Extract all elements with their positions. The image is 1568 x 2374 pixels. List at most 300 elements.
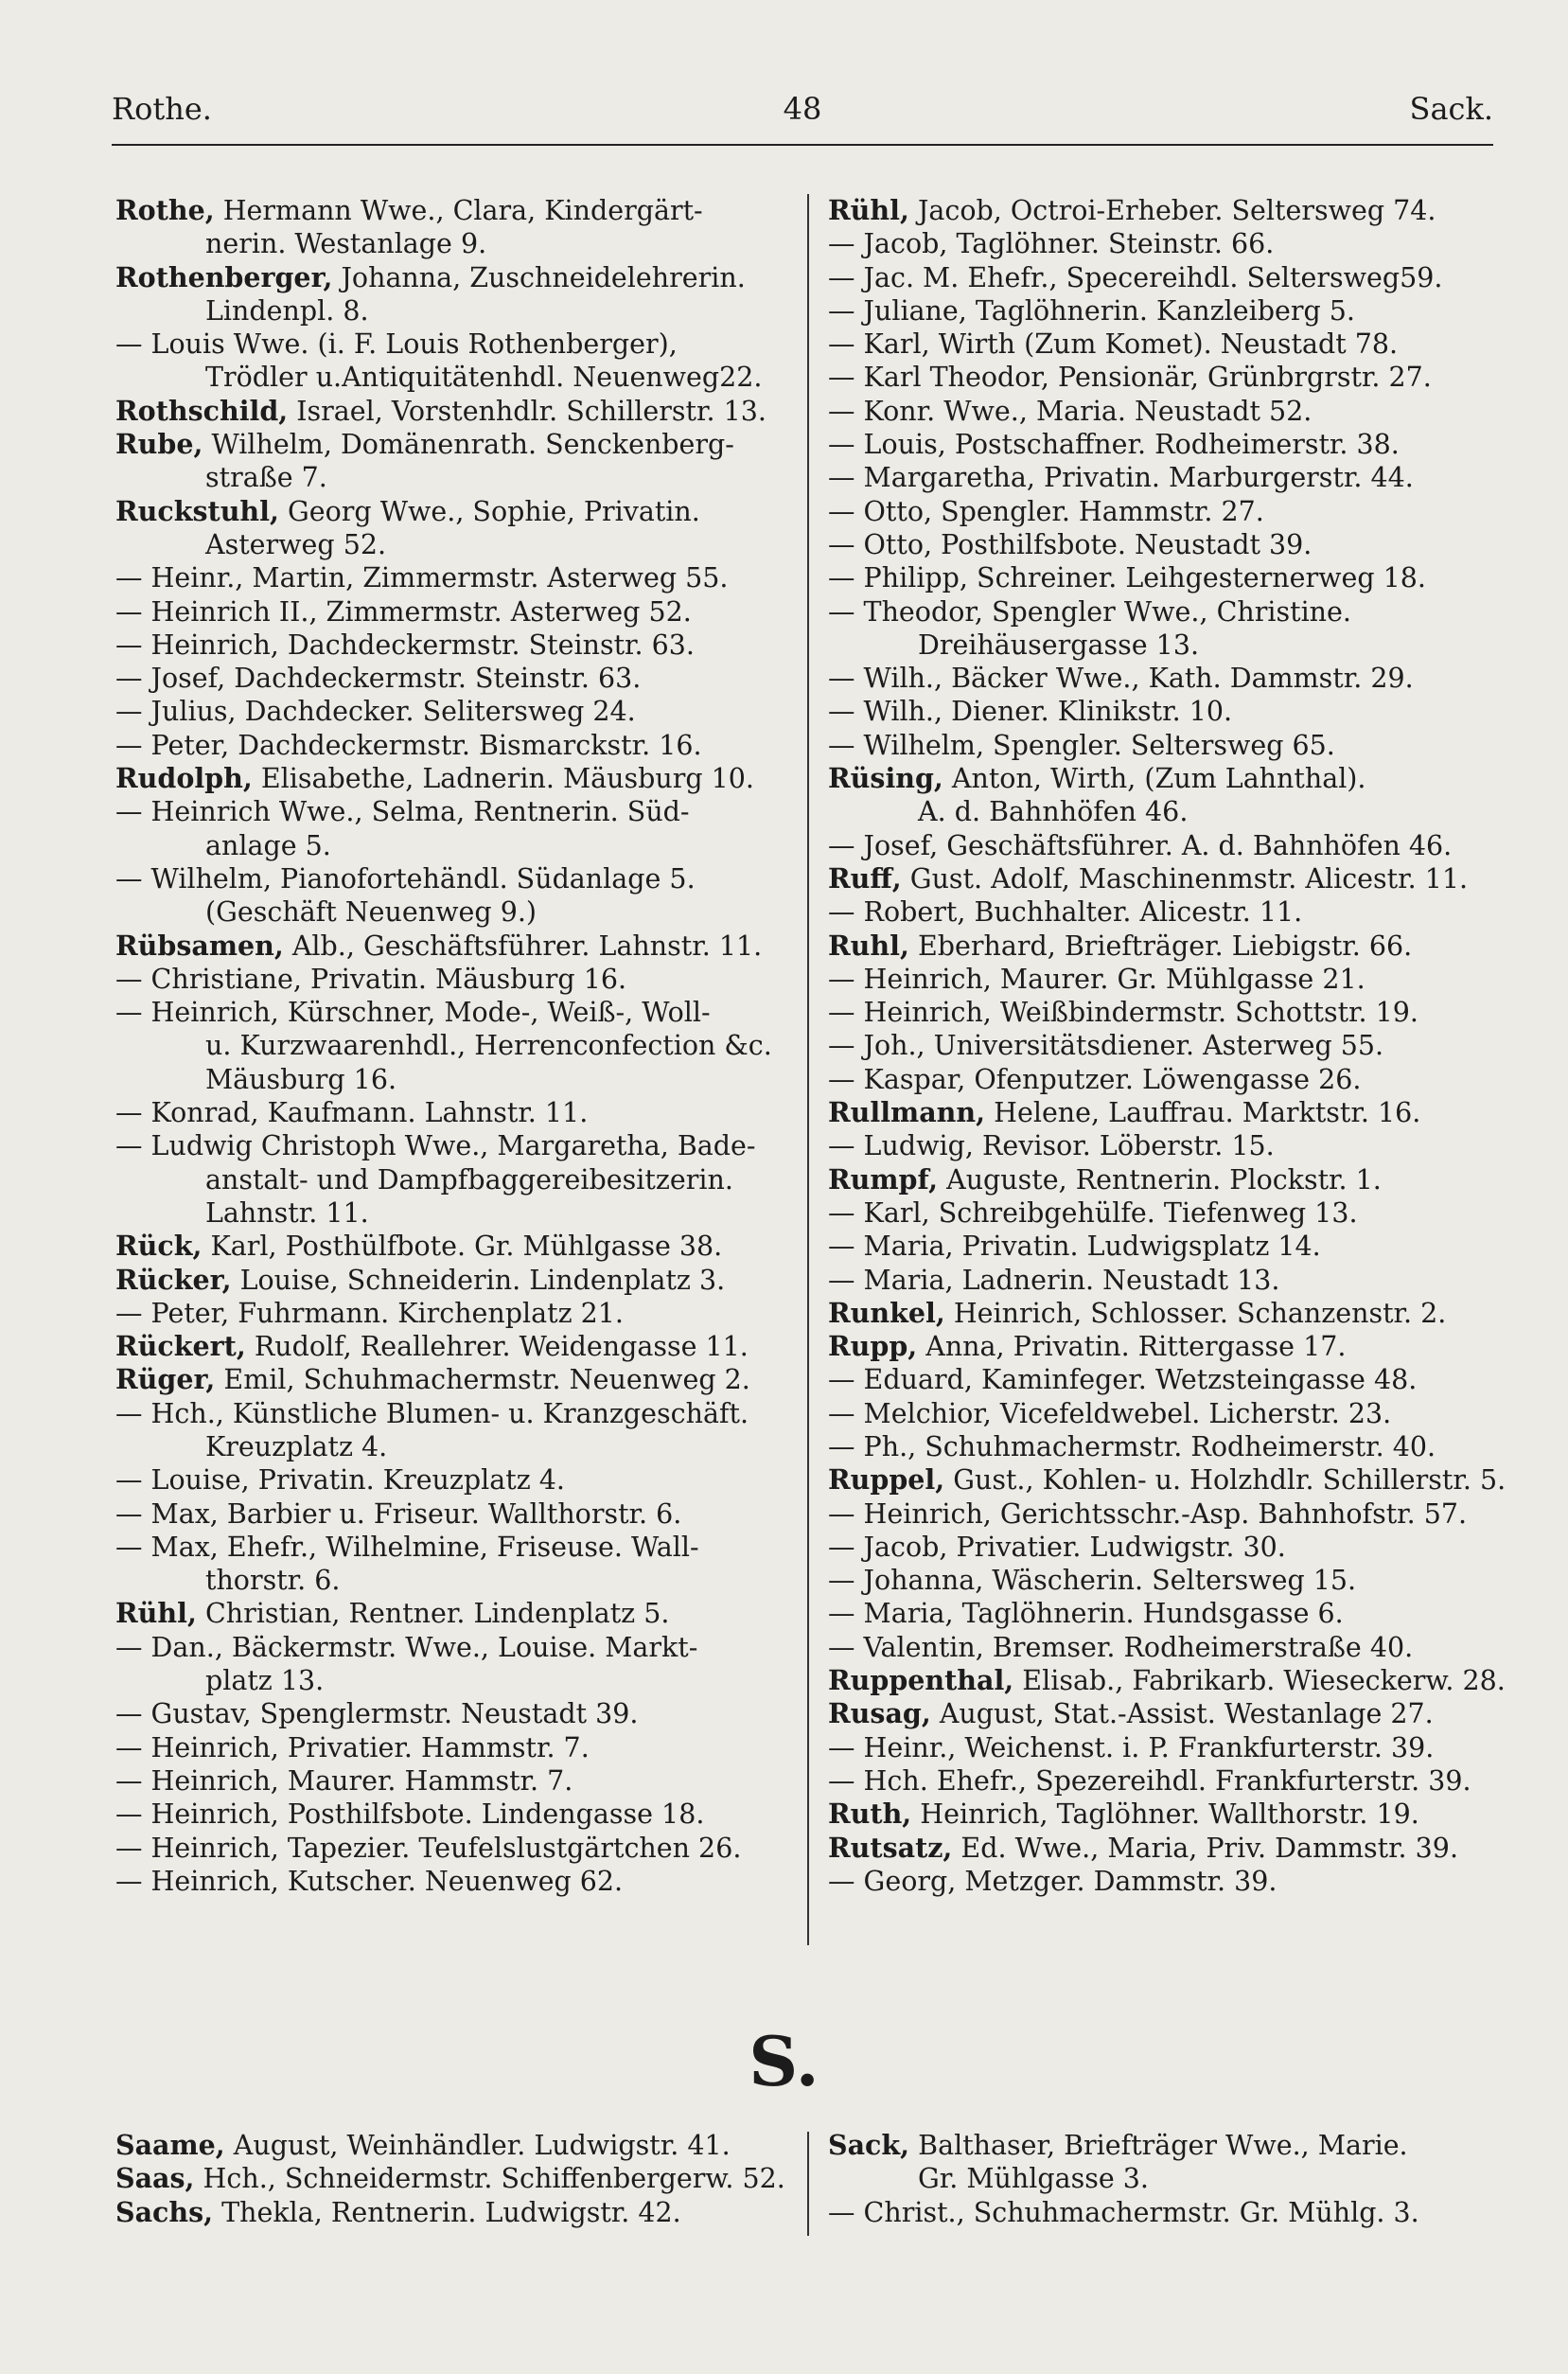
entry-text: August, Stat.-Assist. Westanlage 27. bbox=[939, 1698, 1434, 1730]
entry-text: — Wilhelm, Pianofortehändl. Südanlage 5. bbox=[115, 862, 696, 895]
entry-text: — Philipp, Schreiner. Leihgesternerweg 18. bbox=[828, 562, 1426, 594]
entry-line bbox=[828, 895, 1495, 929]
entry-text: Karl, Posthülfbote. Gr. Mühlgasse 38. bbox=[210, 1231, 723, 1263]
entry-surname: Ruhl, bbox=[828, 929, 909, 962]
entry-text: Hermann Wwe., Clara, Kindergärt- bbox=[222, 195, 703, 226]
directory-entry bbox=[115, 1230, 778, 1263]
entry-line bbox=[115, 2162, 785, 2195]
entry-text: Asterweg 52. bbox=[205, 528, 387, 560]
directory-entry bbox=[828, 361, 1495, 394]
directory-entry bbox=[828, 829, 1495, 862]
entry-text: Johanna, Zuschneidelehrerin. bbox=[341, 261, 746, 293]
entry-text: — Max, Ehefr., Wilhelmine, Friseuse. Wall- bbox=[115, 1531, 699, 1563]
entry-text: — Valentin, Bremser. Rodheimerstraße 40. bbox=[828, 1631, 1414, 1663]
entry-text: Helene, Lauffrau. Marktstr. 16. bbox=[994, 1097, 1421, 1129]
directory-entry bbox=[828, 895, 1495, 929]
entry-text: Christian, Rentner. Lindenplatz 5. bbox=[204, 1598, 670, 1630]
entry-line bbox=[115, 261, 778, 294]
directory-entry bbox=[115, 1264, 778, 1297]
entry-surname: Rothschild, bbox=[115, 394, 289, 427]
entry-text: — Max, Barbier u. Friseur. Wallthorstr. 6. bbox=[115, 1497, 682, 1530]
entry-line bbox=[828, 1531, 1495, 1564]
entry-line bbox=[828, 1063, 1495, 1096]
entry-surname: Rutsatz, bbox=[828, 1831, 953, 1864]
entry-text: — Maria, Privatin. Ludwigsplatz 14. bbox=[828, 1231, 1321, 1263]
entry-line bbox=[115, 1764, 778, 1798]
entry-text: — Josef, Dachdeckermstr. Steinstr. 63. bbox=[115, 663, 642, 695]
directory-entry bbox=[115, 1297, 778, 1330]
entry-continuation bbox=[115, 1163, 778, 1196]
directory-entry bbox=[828, 1297, 1495, 1330]
entry-surname: Rüsing, bbox=[828, 762, 943, 795]
entry-text: Heinrich, Schlosser. Schanzenstr. 2. bbox=[953, 1297, 1447, 1329]
entry-line bbox=[828, 227, 1495, 260]
entry-line bbox=[828, 1230, 1495, 1263]
entry-text: — Wilhelm, Spengler. Seltersweg 65. bbox=[828, 729, 1335, 761]
entry-text: — Heinr., Weichenst. i. P. Frankfurterstr. 39. bbox=[828, 1731, 1435, 1763]
directory-entry bbox=[828, 595, 1495, 663]
entry-surname: Rück, bbox=[115, 1230, 203, 1263]
left-column bbox=[115, 194, 778, 1898]
directory-entry bbox=[828, 963, 1495, 996]
directory-entry bbox=[115, 662, 778, 695]
entry-surname: Rühl, bbox=[828, 194, 909, 226]
entry-line bbox=[115, 1363, 778, 1396]
entry-text: — Louis, Postschaffner. Rodheimerstr. 38. bbox=[828, 429, 1400, 461]
entry-line bbox=[115, 428, 778, 461]
entry-text: — Karl Theodor, Pensionär, Grünbrgrstr. 27. bbox=[828, 362, 1432, 394]
entry-line bbox=[828, 662, 1495, 695]
entry-text: — Karl, Schreibgehülfe. Tiefenweg 13. bbox=[828, 1196, 1358, 1229]
entry-line bbox=[828, 1865, 1495, 1898]
directory-entry bbox=[828, 930, 1495, 963]
entry-line bbox=[115, 1798, 778, 1831]
directory-entry bbox=[115, 1731, 778, 1764]
entry-text: Trödler u.Antiquitätenhdl. Neuenweg22. bbox=[205, 362, 763, 394]
entry-line bbox=[828, 561, 1495, 594]
entry-surname: Rumpf, bbox=[828, 1162, 939, 1196]
directory-entry bbox=[115, 495, 778, 562]
entry-text: Gust., Kohlen- u. Holzhdlr. Schillerstr. 5. bbox=[953, 1464, 1506, 1497]
directory-entry bbox=[828, 328, 1495, 361]
entry-surname: Rückert, bbox=[115, 1330, 246, 1363]
directory-entry bbox=[115, 1497, 778, 1531]
entry-text: — Joh., Universitätsdiener. Asterweg 55. bbox=[828, 1030, 1384, 1062]
entry-line bbox=[828, 194, 1495, 227]
entry-line bbox=[115, 2196, 778, 2229]
entry-text: — Jacob, Taglöhner. Steinstr. 66. bbox=[828, 228, 1275, 260]
entry-line bbox=[828, 2129, 1495, 2162]
directory-entry bbox=[115, 1096, 778, 1129]
entry-line bbox=[115, 395, 778, 428]
entry-line bbox=[115, 595, 778, 629]
entry-text: Thekla, Rentnerin. Ludwigstr. 42. bbox=[221, 2196, 681, 2228]
entry-line bbox=[828, 1731, 1495, 1764]
column-divider bbox=[807, 194, 809, 1945]
entry-text: — Ph., Schuhmachermstr. Rodheimerstr. 40. bbox=[828, 1430, 1436, 1462]
entry-text: Ed. Wwe., Maria, Priv. Dammstr. 39. bbox=[960, 1832, 1459, 1864]
entry-text: nerin. Westanlage 9. bbox=[205, 228, 487, 260]
entry-line bbox=[828, 528, 1495, 561]
entry-text: — Heinrich, Gerichtsschr.-Asp. Bahnhofstr. 57. bbox=[828, 1497, 1468, 1530]
entry-text: — Karl, Wirth (Zum Komet). Neustadt 78. bbox=[828, 328, 1399, 361]
entry-line bbox=[828, 1497, 1495, 1531]
entry-line bbox=[828, 930, 1495, 963]
directory-entry bbox=[828, 762, 1495, 829]
entry-text: — Jacob, Privatier. Ludwigstr. 30. bbox=[828, 1531, 1286, 1563]
section-letter: S. bbox=[749, 2021, 819, 2101]
entry-surname: Runkel, bbox=[828, 1296, 945, 1329]
right-column bbox=[828, 194, 1506, 1898]
entry-text: — Louise, Privatin. Kreuzplatz 4. bbox=[115, 1464, 565, 1497]
directory-entry bbox=[115, 1363, 778, 1396]
entry-line bbox=[828, 1096, 1495, 1129]
directory-entry bbox=[115, 1129, 778, 1230]
entry-line bbox=[115, 2129, 778, 2162]
entry-continuation bbox=[828, 795, 1495, 828]
directory-entry bbox=[115, 695, 778, 728]
entry-line bbox=[828, 762, 1495, 795]
entry-text: — Heinrich Wwe., Selma, Rentnerin. Süd- bbox=[115, 796, 690, 828]
bottom-column-divider bbox=[807, 2132, 809, 2236]
entry-text: Rudolf, Reallehrer. Weidengasse 11. bbox=[254, 1331, 749, 1363]
directory-entry bbox=[115, 963, 778, 996]
entry-line bbox=[828, 1330, 1495, 1363]
directory-entry bbox=[828, 1463, 1506, 1497]
entry-text: — Heinrich, Privatier. Hammstr. 7. bbox=[115, 1731, 590, 1763]
directory-entry bbox=[828, 1865, 1495, 1898]
directory-entry bbox=[828, 461, 1495, 494]
entry-line bbox=[828, 1163, 1495, 1196]
directory-entry bbox=[828, 2196, 1495, 2229]
entry-line bbox=[828, 1029, 1495, 1062]
entry-line bbox=[828, 963, 1495, 996]
directory-entry bbox=[115, 930, 778, 963]
directory-entry bbox=[828, 194, 1495, 227]
entry-text: Anton, Wirth, (Zum Lahnthal). bbox=[951, 763, 1366, 795]
entry-surname: Rothenberger, bbox=[115, 260, 333, 293]
directory-entry bbox=[828, 862, 1495, 895]
entry-surname: Rüger, bbox=[115, 1363, 216, 1396]
entry-line bbox=[115, 1697, 778, 1730]
directory-entry bbox=[828, 996, 1495, 1029]
entry-continuation bbox=[115, 1029, 778, 1062]
entry-text: Israel, Vorstenhdlr. Schillerstr. 13. bbox=[296, 395, 766, 427]
directory-entry bbox=[828, 1163, 1495, 1196]
entry-line bbox=[828, 1664, 1506, 1697]
directory-entry bbox=[828, 1697, 1495, 1730]
entry-text: Louise, Schneiderin. Lindenplatz 3. bbox=[239, 1264, 726, 1296]
entry-text: Wilhelm, Domänenrath. Senckenberg- bbox=[211, 429, 734, 461]
entry-text: anstalt- und Dampfbaggereibesitzerin. bbox=[205, 1163, 733, 1196]
entry-text: Lindenpl. 8. bbox=[205, 294, 369, 327]
entry-text: — Kaspar, Ofenputzer. Löwengasse 26. bbox=[828, 1063, 1362, 1095]
entry-text: Elisab., Fabrikarb. Wieseckerw. 28. bbox=[1022, 1665, 1506, 1697]
directory-entry bbox=[115, 762, 778, 795]
entry-text: Gr. Mühlgasse 3. bbox=[918, 2163, 1149, 2195]
directory-entry bbox=[115, 2196, 778, 2229]
directory-entry bbox=[828, 528, 1495, 561]
entry-text: — Konr. Wwe., Maria. Neustadt 52. bbox=[828, 395, 1313, 427]
directory-entry bbox=[828, 1363, 1495, 1396]
entry-line bbox=[115, 1865, 778, 1898]
entry-text: Gust. Adolf, Maschinenmstr. Alicestr. 11. bbox=[909, 862, 1469, 895]
entry-surname: Ruff, bbox=[828, 861, 902, 895]
entry-surname: Ruckstuhl, bbox=[115, 494, 279, 527]
entry-surname: Ruppel, bbox=[828, 1463, 945, 1497]
entry-text: — Heinrich, Posthilfsbote. Lindengasse 18. bbox=[115, 1798, 705, 1831]
directory-entry bbox=[828, 2129, 1495, 2196]
entry-line bbox=[828, 1264, 1495, 1297]
entry-line bbox=[828, 1463, 1506, 1497]
entry-continuation bbox=[115, 1063, 778, 1096]
header-right-catchword: Sack. bbox=[1409, 91, 1493, 127]
entry-continuation bbox=[115, 829, 778, 862]
entry-text: — Heinrich II., Zimmermstr. Asterweg 52. bbox=[115, 595, 692, 628]
entry-line bbox=[115, 495, 778, 528]
entry-line bbox=[115, 629, 778, 662]
entry-continuation bbox=[115, 361, 778, 394]
entry-line bbox=[115, 1129, 778, 1162]
entry-line bbox=[828, 1798, 1495, 1831]
entry-text: Jacob, Octroi-Erheber. Seltersweg 74. bbox=[917, 195, 1436, 226]
directory-entry bbox=[828, 1631, 1495, 1664]
entry-line bbox=[115, 862, 778, 895]
directory-entry bbox=[828, 1664, 1506, 1697]
entry-line bbox=[115, 1531, 778, 1564]
directory-entry bbox=[115, 561, 778, 594]
entry-line bbox=[828, 395, 1495, 428]
entry-line bbox=[115, 561, 778, 594]
entry-line bbox=[115, 1096, 778, 1129]
entry-text: — Heinrich, Dachdeckermstr. Steinstr. 63. bbox=[115, 629, 695, 661]
entry-continuation bbox=[115, 461, 778, 494]
entry-text: platz 13. bbox=[205, 1665, 325, 1697]
entry-line bbox=[828, 328, 1495, 361]
entry-line bbox=[828, 495, 1495, 528]
header-rule bbox=[112, 144, 1493, 146]
entry-line bbox=[828, 1764, 1495, 1798]
directory-entry bbox=[828, 1196, 1495, 1230]
entry-text: — Christ., Schuhmachermstr. Gr. Mühlg. 3. bbox=[828, 2196, 1419, 2228]
entry-line bbox=[115, 194, 778, 227]
entry-text: Georg Wwe., Sophie, Privatin. bbox=[287, 495, 700, 527]
entry-text: — Christiane, Privatin. Mäusburg 16. bbox=[115, 963, 627, 995]
directory-entry bbox=[115, 2162, 785, 2195]
entry-line bbox=[115, 1397, 778, 1430]
entry-line bbox=[115, 930, 778, 963]
entry-line bbox=[828, 829, 1495, 862]
entry-line bbox=[115, 996, 778, 1029]
entry-line bbox=[828, 1597, 1495, 1630]
entry-text: — Wilh., Diener. Klinikstr. 10. bbox=[828, 696, 1233, 728]
entry-text: — Otto, Spengler. Hammstr. 27. bbox=[828, 495, 1264, 527]
entry-text: — Heinrich, Maurer. Gr. Mühlgasse 21. bbox=[828, 963, 1365, 995]
entry-text: August, Weinhändler. Ludwigstr. 41. bbox=[233, 2130, 731, 2161]
entry-line bbox=[828, 1832, 1495, 1865]
entry-line bbox=[115, 1264, 778, 1297]
directory-entry bbox=[828, 395, 1495, 428]
directory-entry bbox=[828, 1798, 1495, 1831]
entry-text: — Juliane, Taglöhnerin. Kanzleiberg 5. bbox=[828, 294, 1355, 327]
entry-text: Balthaser, Briefträger Wwe., Marie. bbox=[918, 2130, 1408, 2161]
entry-text: straße 7. bbox=[205, 462, 327, 494]
entry-text: — Otto, Posthilfsbote. Neustadt 39. bbox=[828, 528, 1313, 560]
entry-line bbox=[115, 1297, 778, 1330]
entry-text: — Jac. M. Ehefr., Specereihdl. Seltersweg59. bbox=[828, 261, 1443, 293]
entry-surname: Rusag, bbox=[828, 1697, 931, 1730]
entry-text: — Heinrich, Weißbindermstr. Schottstr. 19. bbox=[828, 997, 1418, 1029]
directory-entry bbox=[115, 1697, 778, 1730]
entry-line bbox=[828, 695, 1495, 728]
entry-text: — Konrad, Kaufmann. Lahnstr. 11. bbox=[115, 1097, 589, 1129]
entry-line bbox=[115, 695, 778, 728]
directory-entry bbox=[828, 695, 1495, 728]
entry-line bbox=[115, 1731, 778, 1764]
entry-line bbox=[115, 1832, 778, 1865]
entry-line bbox=[115, 1230, 778, 1263]
entry-line bbox=[828, 428, 1495, 461]
entry-surname: Ruth, bbox=[828, 1798, 912, 1831]
entry-text: Lahnstr. 11. bbox=[205, 1196, 369, 1229]
directory-entry bbox=[115, 1330, 778, 1363]
directory-entry bbox=[115, 996, 778, 1096]
entry-text: Anna, Privatin. Rittergasse 17. bbox=[925, 1331, 1347, 1363]
entry-line bbox=[115, 762, 778, 795]
entry-surname: Sack, bbox=[828, 2129, 910, 2161]
entry-line bbox=[115, 1463, 778, 1497]
entry-line bbox=[828, 1564, 1495, 1597]
entry-line bbox=[115, 328, 778, 361]
entry-line bbox=[115, 1597, 778, 1630]
directory-entry bbox=[828, 1230, 1495, 1263]
entry-text: — Heinrich, Tapezier. Teufelslustgärtchen 26. bbox=[115, 1832, 742, 1864]
entry-text: Mäusburg 16. bbox=[205, 1063, 397, 1095]
directory-entry bbox=[828, 1129, 1495, 1162]
directory-entry bbox=[115, 1631, 778, 1698]
entry-text: — Heinrich, Kutscher. Neuenweg 62. bbox=[115, 1865, 624, 1897]
entry-text: — Julius, Dachdecker. Selitersweg 24. bbox=[115, 696, 636, 728]
entry-text: — Ludwig Christoph Wwe., Margaretha, Bade- bbox=[115, 1130, 756, 1162]
entry-line bbox=[828, 1631, 1495, 1664]
directory-entry bbox=[828, 561, 1495, 594]
entry-line bbox=[828, 1297, 1495, 1330]
entry-surname: Rube, bbox=[115, 428, 203, 461]
directory-entry bbox=[828, 261, 1495, 294]
directory-entry bbox=[828, 1832, 1495, 1865]
entry-text: A. d. Bahnhöfen 46. bbox=[918, 796, 1189, 828]
entry-text: Emil, Schuhmachermstr. Neuenweg 2. bbox=[223, 1364, 750, 1396]
entry-text: — Maria, Taglöhnerin. Hundsgasse 6. bbox=[828, 1598, 1344, 1630]
header-left-catchword: Rothe. bbox=[112, 91, 212, 127]
entry-text: — Melchior, Vicefeldwebel. Licherstr. 23. bbox=[828, 1397, 1392, 1429]
entry-continuation bbox=[115, 528, 778, 561]
entry-text: — Heinrich, Kürschner, Mode-, Weiß-, Woll- bbox=[115, 997, 711, 1029]
entry-line bbox=[828, 1430, 1495, 1463]
entry-surname: Sachs, bbox=[115, 2195, 214, 2228]
directory-entry bbox=[828, 294, 1495, 328]
entry-line bbox=[828, 361, 1495, 394]
directory-entry bbox=[828, 1564, 1495, 1597]
entry-line bbox=[828, 1129, 1495, 1162]
entry-surname: Rühl, bbox=[115, 1597, 197, 1630]
directory-entry bbox=[828, 428, 1495, 461]
bottom-left-column bbox=[115, 2129, 785, 2229]
entry-line bbox=[828, 261, 1495, 294]
entry-continuation bbox=[115, 294, 778, 328]
directory-entry bbox=[115, 1798, 778, 1831]
entry-text: — Ludwig, Revisor. Löberstr. 15. bbox=[828, 1130, 1275, 1162]
entry-surname: Rudolph, bbox=[115, 762, 253, 795]
entry-text: Elisabethe, Ladnerin. Mäusburg 10. bbox=[260, 763, 754, 795]
entry-text: thorstr. 6. bbox=[205, 1565, 341, 1597]
directory-entry bbox=[115, 1531, 778, 1598]
entry-line bbox=[115, 1497, 778, 1531]
entry-text: — Georg, Metzger. Dammstr. 39. bbox=[828, 1865, 1277, 1897]
entry-line bbox=[828, 2196, 1495, 2229]
directory-entry bbox=[828, 1764, 1495, 1798]
directory-entry bbox=[828, 1063, 1495, 1096]
entry-line bbox=[828, 1397, 1495, 1430]
entry-text: (Geschäft Neuenweg 9.) bbox=[205, 896, 537, 929]
entry-line bbox=[828, 1196, 1495, 1230]
entry-line bbox=[115, 795, 778, 828]
bottom-right-column bbox=[828, 2129, 1495, 2229]
entry-text: — Louis Wwe. (i. F. Louis Rothenberger), bbox=[115, 328, 678, 361]
directory-entry bbox=[115, 1397, 778, 1464]
entry-line bbox=[115, 662, 778, 695]
directory-entry bbox=[115, 629, 778, 662]
directory-entry bbox=[828, 1497, 1495, 1531]
entry-surname: Saas, bbox=[115, 2162, 195, 2195]
entry-text: — Hch., Künstliche Blumen- u. Kranzgeschäft. bbox=[115, 1397, 749, 1429]
entry-line bbox=[828, 1363, 1495, 1396]
entry-text: — Johanna, Wäscherin. Seltersweg 15. bbox=[828, 1565, 1357, 1597]
entry-text: Kreuzplatz 4. bbox=[205, 1430, 388, 1462]
directory-entry bbox=[115, 1597, 778, 1630]
entry-text: — Dan., Bäckermstr. Wwe., Louise. Markt- bbox=[115, 1631, 698, 1663]
entry-line bbox=[828, 595, 1495, 629]
directory-entry bbox=[115, 1865, 778, 1898]
directory-entry bbox=[828, 1397, 1495, 1430]
entry-surname: Ruppenthal, bbox=[828, 1664, 1014, 1697]
entry-text: — Peter, Dachdeckermstr. Bismarckstr. 16. bbox=[115, 729, 702, 761]
entry-line bbox=[115, 963, 778, 996]
entry-continuation bbox=[828, 2162, 1495, 2195]
entry-line bbox=[828, 294, 1495, 328]
directory-entry bbox=[828, 1330, 1495, 1363]
directory-entry bbox=[828, 1731, 1495, 1764]
directory-entry bbox=[115, 795, 778, 862]
entry-line bbox=[115, 1330, 778, 1363]
directory-entry bbox=[828, 662, 1495, 695]
directory-entry bbox=[115, 328, 778, 395]
page-header bbox=[112, 91, 1493, 140]
directory-entry bbox=[828, 495, 1495, 528]
entry-text: — Heinrich, Maurer. Hammstr. 7. bbox=[115, 1764, 573, 1797]
entry-text: Dreihäusergasse 13. bbox=[918, 629, 1200, 661]
entry-surname: Rullmann, bbox=[828, 1096, 986, 1129]
entry-text: Eberhard, Briefträger. Liebigstr. 66. bbox=[917, 930, 1413, 962]
entry-text: — Gustav, Spenglermstr. Neustadt 39. bbox=[115, 1698, 639, 1730]
directory-entry bbox=[115, 1832, 778, 1865]
entry-surname: Rothe, bbox=[115, 194, 215, 226]
directory-entry bbox=[115, 194, 778, 261]
entry-text: — Eduard, Kaminfeger. Wetzsteingasse 48. bbox=[828, 1364, 1418, 1396]
entry-line bbox=[828, 729, 1495, 762]
entry-line bbox=[115, 1631, 778, 1664]
entry-text: — Maria, Ladnerin. Neustadt 13. bbox=[828, 1264, 1280, 1296]
